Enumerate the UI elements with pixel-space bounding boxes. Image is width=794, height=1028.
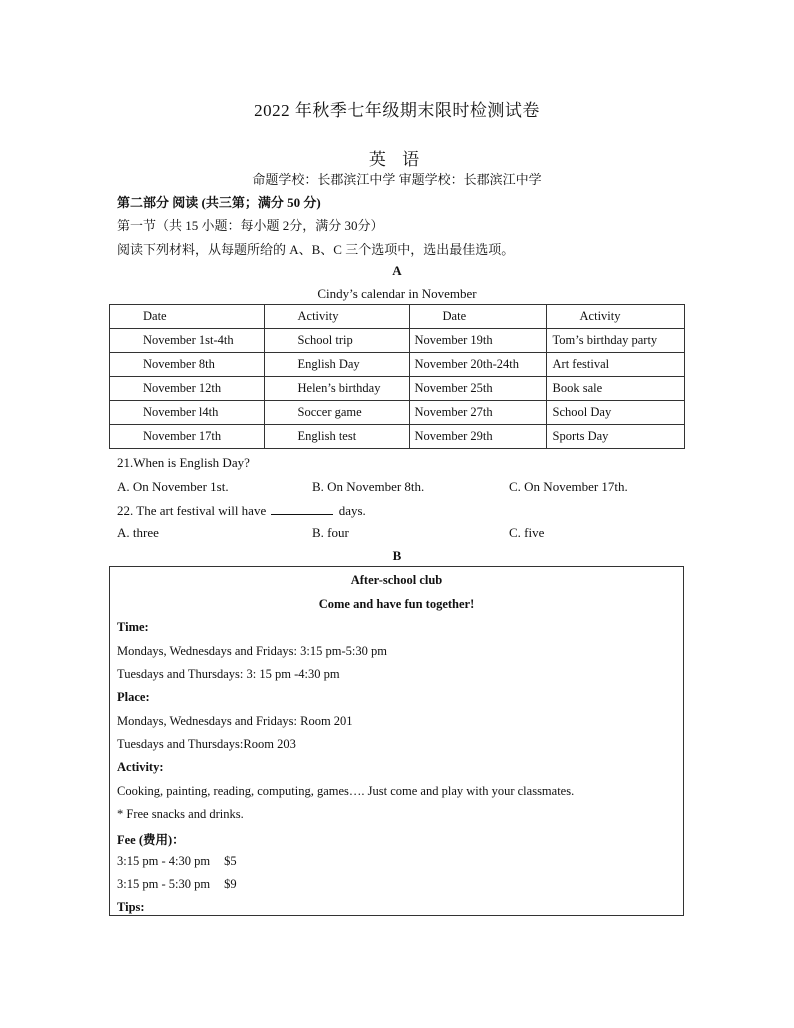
club-title: After-school club (350, 573, 443, 587)
calendar-table (109, 304, 685, 449)
time-line-1: Mondays, Wednesdays and Fridays: 3:15 pm-5:30 pm (117, 644, 387, 658)
header-cell: Date (110, 305, 265, 329)
fee-row (117, 877, 237, 892)
place-line-1: Mondays, Wednesdays and Fridays: Room 201 (117, 714, 353, 728)
place-line-2: Tuesdays and Thursdays:Room 203 (117, 737, 296, 751)
time-line-2: Tuesdays and Thursdays: 3: 15 pm -4:30 pm (117, 667, 340, 681)
exam-title: 2022 年秋季七年级期末限时检测试卷 (254, 101, 540, 120)
fee-price: $9 (224, 877, 237, 891)
table-cell: November 17th (110, 425, 265, 449)
question-22-stem-end: days. (338, 503, 366, 518)
table-cell: School Day (546, 401, 684, 425)
activity-line-2: * Free snacks and drinks. (117, 807, 244, 821)
fee-price: $5 (224, 854, 237, 868)
activity-line-1: Cooking, painting, reading, computing, games…. Just come and play with your classmates. (117, 784, 575, 798)
table-cell: Book sale (546, 377, 684, 401)
table-cell: Soccer game (264, 401, 409, 425)
table-row (110, 353, 685, 377)
table-cell: November 8th (110, 353, 265, 377)
table-cell: November 27th (409, 401, 546, 425)
question-21-option-b[interactable]: B. On November 8th. (312, 479, 425, 494)
club-notice-box (109, 566, 684, 916)
table-cell: Tom’s birthday party (546, 329, 684, 353)
table-row (110, 329, 685, 353)
question-21-option-c[interactable]: C. On November 17th. (509, 479, 628, 494)
table-cell: English Day (264, 353, 409, 377)
instruction-text: 阅读下列材料，从每题所给的 A、B、C 三个选项中，选出最佳选项。 (117, 242, 515, 257)
table-cell: November l4th (110, 401, 265, 425)
fee-row (117, 854, 237, 869)
table-cell: November 29th (409, 425, 546, 449)
table-row (110, 425, 685, 449)
question-22-stem-start: 22. The art festival will have (117, 503, 267, 518)
question-22-option-b[interactable]: B. four (312, 525, 349, 540)
calendar-caption: Cindy’s calendar in November (317, 286, 477, 301)
header-cell: Date (409, 305, 546, 329)
subject-title: 英 语 (368, 150, 426, 169)
table-cell: English test (264, 425, 409, 449)
header-cell: Activity (546, 305, 684, 329)
table-cell: November 1st-4th (110, 329, 265, 353)
table-row (110, 377, 685, 401)
table-cell: November 19th (409, 329, 546, 353)
question-21-option-a[interactable]: A. On November 1st. (117, 479, 229, 494)
club-subtitle: Come and have fun together! (318, 597, 475, 611)
table-cell: November 12th (110, 377, 265, 401)
table-header-row (110, 305, 685, 329)
table-cell: November 25th (409, 377, 546, 401)
time-label: Time: (117, 620, 149, 634)
activity-label: Activity: (117, 760, 164, 774)
school-info: 命题学校：长郡滨江中学 审题学校：长郡滨江中学 (252, 172, 542, 187)
passage-b-label: B (392, 548, 402, 563)
place-label: Place: (117, 690, 150, 704)
fee-time: 3:15 pm - 4:30 pm (117, 854, 211, 868)
tips-label: Tips: (117, 900, 145, 914)
question-22-stem (117, 502, 366, 519)
table-cell: Art festival (546, 353, 684, 377)
table-cell: Sports Day (546, 425, 684, 449)
question-21-stem: 21.When is English Day? (117, 455, 250, 470)
passage-a-label: A (392, 263, 402, 278)
table-cell: Helen’s birthday (264, 377, 409, 401)
question-22-option-c[interactable]: C. five (509, 525, 545, 540)
fee-time: 3:15 pm - 5:30 pm (117, 877, 211, 891)
table-cell: November 20th-24th (409, 353, 546, 377)
question-22-option-a[interactable]: A. three (117, 525, 159, 540)
header-cell: Activity (264, 305, 409, 329)
answer-blank[interactable] (271, 502, 333, 515)
part-heading: 第二部分 阅读 (共三第；满分 50 分) (117, 195, 321, 210)
section-heading: 第一节（共 15 小题：每小题 2分，满分 30分） (117, 218, 384, 233)
fee-label: Fee (费用)： (117, 833, 185, 847)
table-row (110, 401, 685, 425)
table-cell: School trip (264, 329, 409, 353)
